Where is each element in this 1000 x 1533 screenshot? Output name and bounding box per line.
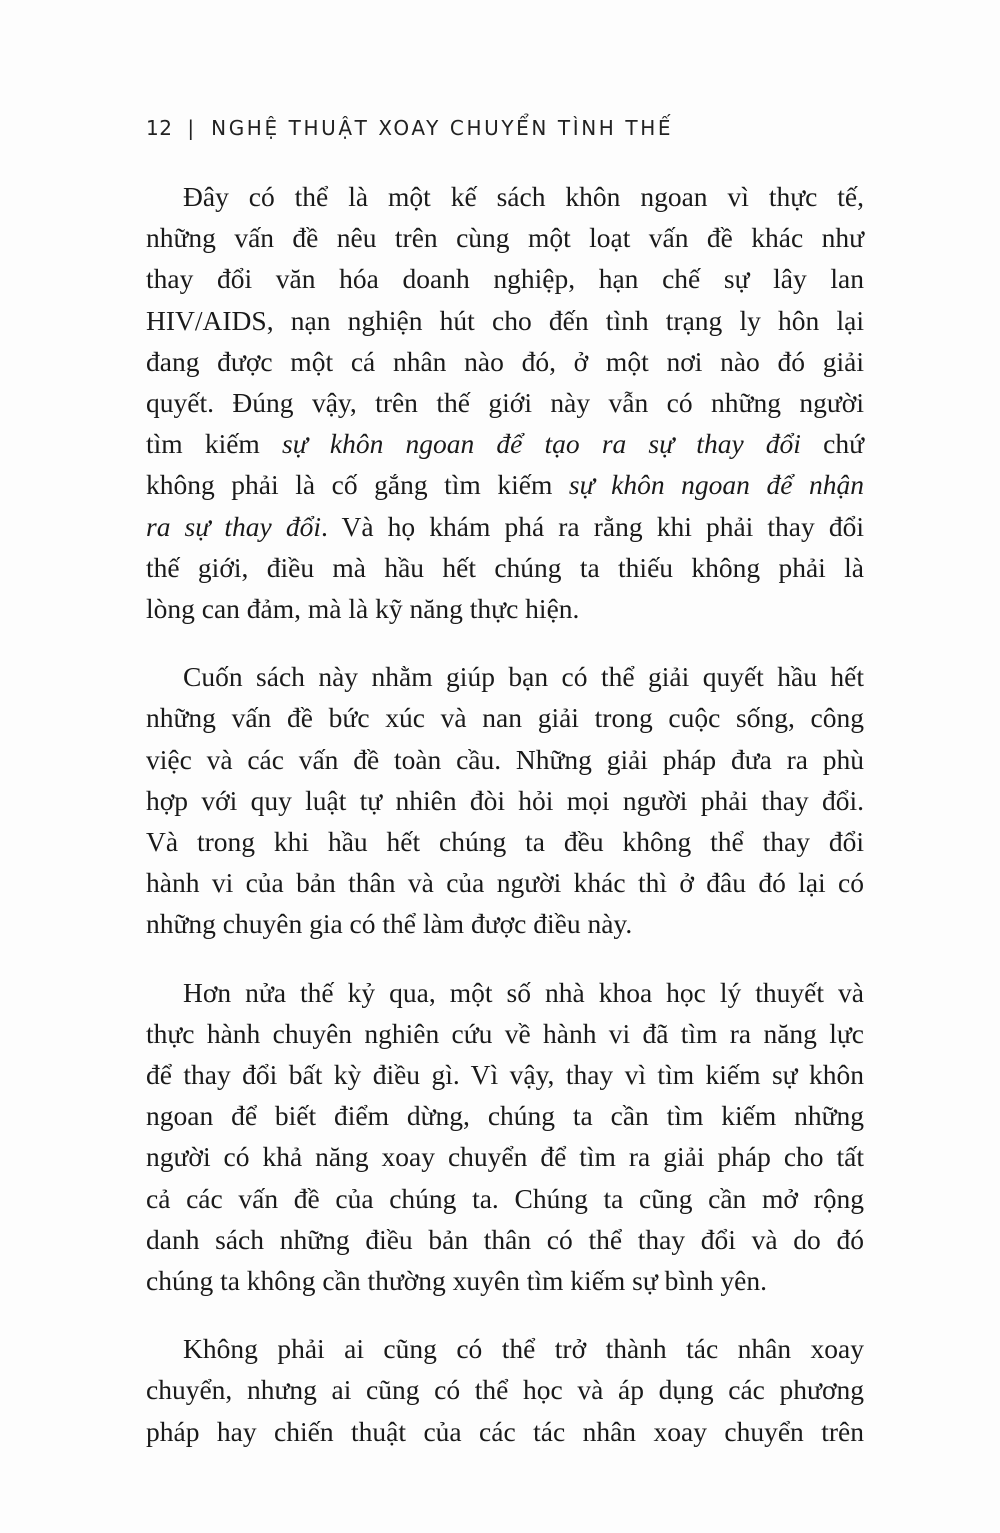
paragraph-3 xyxy=(146,972,864,1302)
paragraph-4 xyxy=(146,1328,864,1452)
text-line xyxy=(146,464,864,505)
text-line: Cuốn sách này nhằm giúp bạn có thể giải quyết hầu hết xyxy=(183,661,864,693)
text-line: người có khả năng xoay chuyển để tìm ra giải pháp cho tất xyxy=(146,1141,864,1173)
text-line: lòng can đảm, mà là kỹ năng thực hiện. xyxy=(146,593,580,625)
running-header xyxy=(146,116,673,140)
text-line: hành vi của bản thân và của người khác thì ở đâu đó lại có xyxy=(146,867,864,899)
text-run: chứ xyxy=(800,428,864,460)
text-run: tìm kiếm xyxy=(146,428,282,460)
text-line: thế giới, điều mà hầu hết chúng ta thiếu không phải là xyxy=(146,551,864,583)
paragraph-1 xyxy=(146,176,864,629)
text-line: để thay đổi bất kỳ điều gì. Vì vậy, thay vì tìm kiếm sự khôn xyxy=(146,1059,864,1091)
text-line: thực hành chuyên nghiên cứu về hành vi đã tìm ra năng lực xyxy=(146,1017,864,1049)
text-line: pháp hay chiến thuật của các tác nhân xoay chuyển trên xyxy=(146,1415,864,1447)
text-line xyxy=(146,423,864,464)
text-line: danh sách những điều bản thân có thể thay đổi và do đó xyxy=(146,1223,864,1255)
text-line: ngoan để biết điểm dừng, chúng ta cần tìm kiếm những xyxy=(146,1100,864,1132)
text-line: Hơn nửa thế kỷ qua, một số nhà khoa học lý thuyết và xyxy=(183,976,864,1008)
text-run: . Và họ khám phá ra rằng khi phải thay đổi xyxy=(320,510,864,542)
text-line: quyết. Đúng vậy, trên thế giới này vẫn có những người xyxy=(146,387,864,419)
text-line: cả các vấn đề của chúng ta. Chúng ta cũng cần mở rộng xyxy=(146,1182,864,1214)
text-line: những chuyên gia có thể làm được điều này. xyxy=(146,908,633,940)
text-run: không phải là cố gắng tìm kiếm xyxy=(146,469,569,501)
italic-phrase: sự khôn ngoan để nhận xyxy=(568,469,864,501)
header-divider: | xyxy=(187,116,195,140)
text-line: chuyển, nhưng ai cũng có thể học và áp dụng các phương xyxy=(146,1374,864,1406)
text-line: HIV/AIDS, nạn nghiện hút cho đến tình trạng ly hôn lại xyxy=(146,304,864,336)
text-line: thay đổi văn hóa doanh nghiệp, hạn chế sự lây lan xyxy=(146,263,864,295)
italic-phrase: ra sự thay đổi xyxy=(146,510,321,542)
text-line: đang được một cá nhân nào đó, ở một nơi nào đó giải xyxy=(146,345,864,377)
text-line: những vấn đề nêu trên cùng một loạt vấn đề khác như xyxy=(146,222,864,254)
text-line: những vấn đề bức xúc và nan giải trong cuộc sống, công xyxy=(146,702,864,734)
paragraph-2 xyxy=(146,656,864,944)
page-number: 12 xyxy=(146,116,173,140)
text-line: Đây có thể là một kế sách khôn ngoan vì thực tế, xyxy=(183,181,864,212)
book-title: NGHỆ THUẬT XOAY CHUYỂN TÌNH THẾ xyxy=(211,116,674,140)
italic-phrase: sự khôn ngoan để tạo ra sự thay đổi xyxy=(282,428,801,460)
text-line: Và trong khi hầu hết chúng ta đều không thể thay đổi xyxy=(146,826,864,858)
body-text xyxy=(146,176,864,1479)
text-line: việc và các vấn đề toàn cầu. Những giải pháp đưa ra phù xyxy=(146,743,864,775)
text-line: hợp với quy luật tự nhiên đòi hỏi mọi người phải thay đổi. xyxy=(146,784,864,816)
text-line: chúng ta không cần thường xuyên tìm kiếm sự bình yên. xyxy=(146,1265,767,1297)
text-line: Không phải ai cũng có thể trở thành tác nhân xoay xyxy=(183,1333,864,1365)
text-line xyxy=(146,506,864,547)
